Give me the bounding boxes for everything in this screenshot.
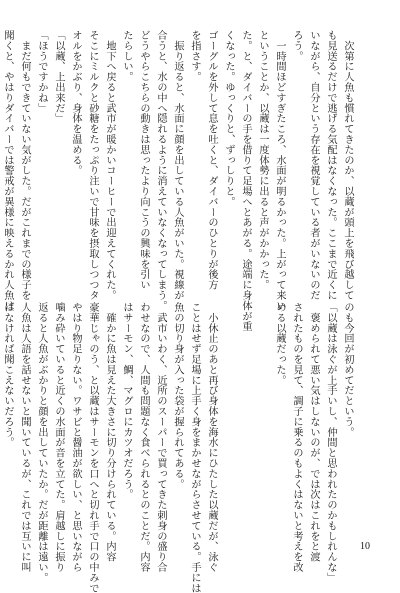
text-line: を指さす。 — [189, 30, 200, 82]
text-line: 噛み砕いていると近くの水面が音を立てた。肩越しに振り — [53, 302, 64, 573]
text-line — [220, 302, 237, 534]
text-line: 魚の切り身が入った袋が握られてある。 — [172, 302, 183, 490]
text-line: はサーモン、鯛、マグロにカツオだろう。 — [121, 302, 132, 500]
text-line: 人魚は人語を話せないと聞いているが、これでは互いに叫 — [19, 302, 30, 573]
text-line: オルをかぶり、身体を温める。 — [70, 30, 81, 176]
text-line: 一時間ほどすぎたころ、水面が明るかった。上がって来い — [274, 30, 285, 311]
text-line: 武市いわく、近所のスーパーで買ってきた刺身の盛り合 — [155, 302, 166, 573]
text-line: ゴーグルを外して息を吐くと、ダイバーのひとりが後方 — [206, 30, 217, 290]
text-line: 次第に人魚も慣れてきたのか、以蔵が頭上を飛び越して — [342, 30, 353, 301]
text-line: 地下へ戻ると武市が暖かいコーヒーで出迎えてくれた。 — [104, 30, 115, 301]
text-line: 「以蔵は泳ぐが上手いし、仲間と思われたのかもしれんな」 — [325, 302, 336, 583]
text-line: 聞くと、やはりダイバーでは警戒が異様に映えるかれ人魚は — [2, 30, 13, 311]
upper-text-block — [0, 30, 356, 332]
text-line: たらしい。 — [121, 30, 132, 82]
text-line: ということか、以蔵は一度体勢に出ると声がかかった。 — [257, 30, 268, 290]
text-line: も見送るだけで逃げる気配はなくなった。ここまで近くに — [325, 30, 336, 301]
text-line: ことはせず足場に上手く身をまかせながらさせている。手には — [189, 302, 200, 593]
text-line: 小休止のあと再び身体を海水にひたした以蔵だが、泳ぐ — [206, 302, 217, 573]
text-line: いながら、自分という存在を視覚している者がいないのだ — [308, 30, 319, 301]
lower-text-block — [0, 302, 356, 593]
text-line: 「ほうですかね」 — [36, 30, 47, 114]
text-line: 豪華じゃのう、と以蔵はサーモンを口へと切れ手で口の中みで — [87, 302, 98, 593]
text-line: されたものを見て、調子に乗るのもよくはないと考えを改 — [291, 302, 302, 573]
text-line — [254, 302, 271, 534]
text-line: やはり物足りない。ワサビと醤油が欲しい、と思いながら — [70, 302, 81, 573]
text-line: 確かに魚は見えた大きさに切り分けられている。内容 — [104, 302, 115, 562]
text-line: くなった。ゆっくりと、ずっしりと。 — [223, 30, 234, 207]
text-line: 褒められて悪い気はしないのが、では次はこれをと渡 — [308, 302, 319, 562]
text-line: 合うと、水の中へ隠れるように消えていなくなってしまう。 — [155, 30, 166, 311]
text-line — [237, 302, 254, 534]
text-line: た。と、ダイバーの手を借りて足場へとあがる。途端に身体が重 — [240, 30, 251, 332]
text-line: 振り返ると、水面に顔を出している人魚がいた。視線が — [172, 30, 183, 301]
text-line: める以蔵だった。 — [274, 302, 285, 386]
text-line: ばなければ聞こえないだろう。 — [2, 302, 13, 448]
text-line: どうやらこちらの動きは思ったより向こうの興味を引い — [138, 30, 149, 290]
text-line: 「以蔵、上出来だ」 — [53, 30, 64, 124]
text-line: わせなので、人間も問題なく食べられるとのことだ。内容 — [138, 302, 149, 573]
text-line: 返ると人魚がぶかりと顔を出していたか。だが距離は遠い。 — [36, 302, 47, 583]
page-number: 10 — [360, 541, 370, 552]
text-line: まだ何もできていない気がした。だがこれまでの様子を — [19, 30, 30, 301]
text-line: そこにミルクと砂糖をたっぷり注いで甘味を摂取しつつタ — [87, 30, 98, 301]
text-line: のも今回が初めてだという。 — [342, 302, 353, 438]
text-line: ろう。 — [291, 30, 302, 62]
